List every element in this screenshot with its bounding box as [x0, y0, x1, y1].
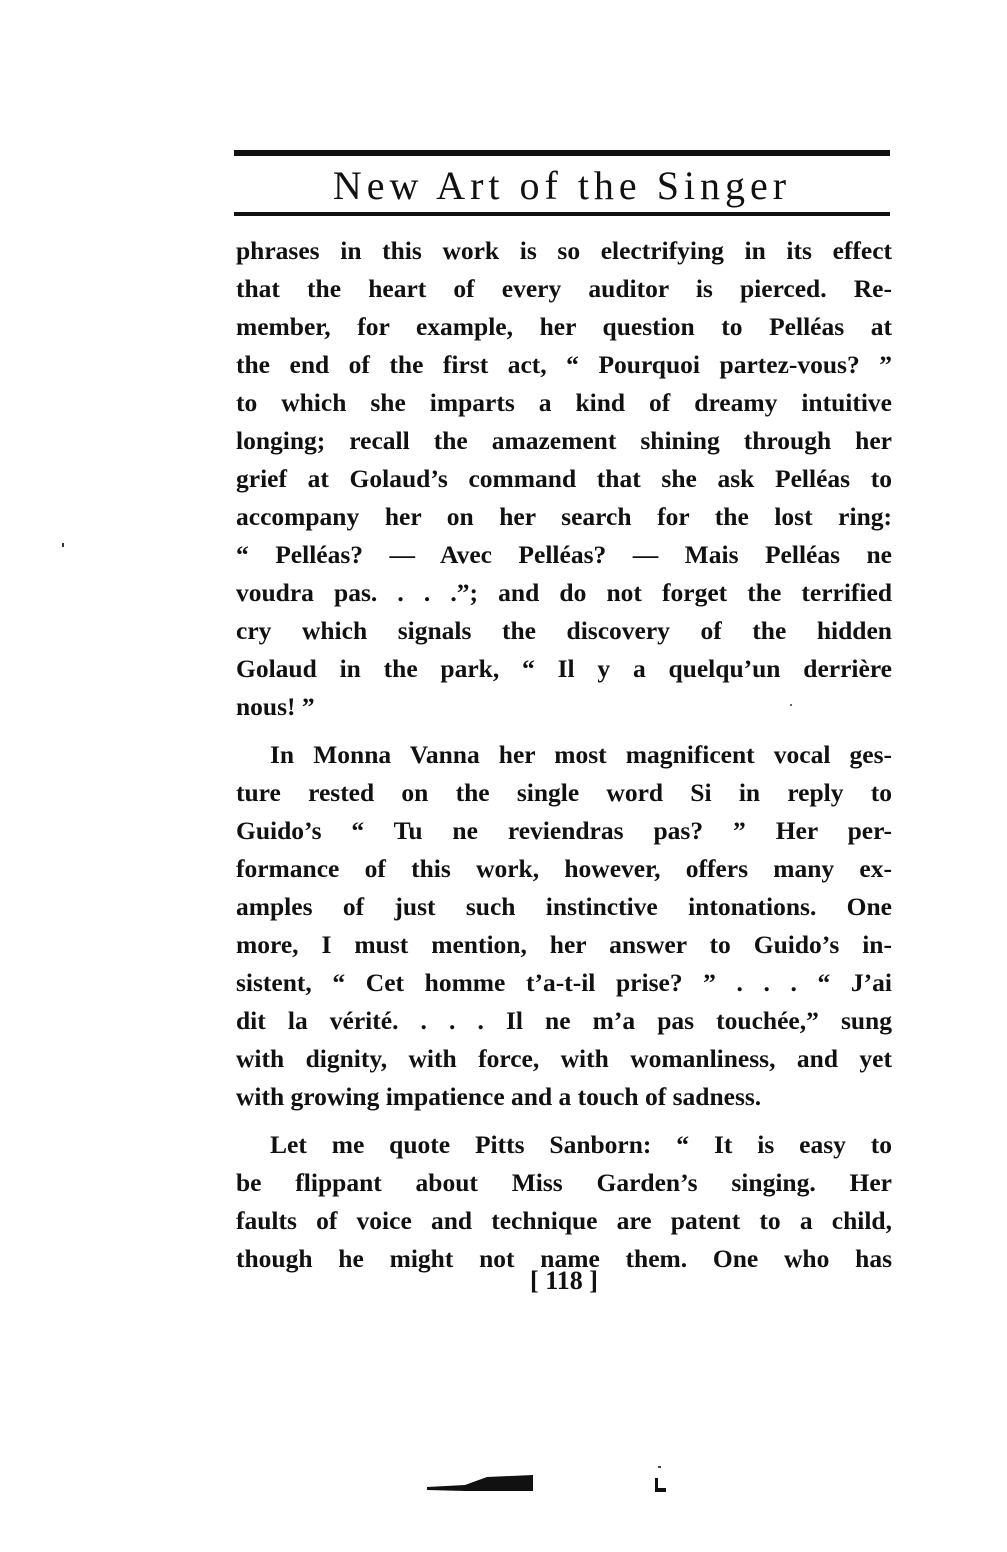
header-rule-top: [234, 150, 890, 156]
text-line: phrases in this work is so electrifying in its effect: [236, 236, 892, 265]
text-line: amples of just such instinctive intonations. One: [236, 892, 892, 921]
text-line: accompany her on her search for the lost ring:: [236, 502, 892, 531]
text-line: sistent, “ Cet homme t’a-t-il prise? ” . . . “ J’ai: [236, 968, 892, 997]
text-line: member, for example, her question to Pelléas at: [236, 312, 892, 341]
text-line: be flippant about Miss Garden’s singing. Her: [236, 1168, 892, 1197]
text-line: with growing impatience and a touch of sadness.: [236, 1082, 762, 1111]
running-head: New Art of the Singer: [332, 163, 792, 208]
paragraph-gap: [236, 1116, 892, 1126]
text-line: Guido’s “ Tu ne reviendras pas? ” Her per-: [236, 816, 892, 845]
text-line: longing; recall the amazement shining through her: [236, 426, 892, 455]
scan-smudge: [425, 1473, 535, 1493]
text-line: formance of this work, however, offers many ex-: [236, 854, 892, 883]
text-line: to which she imparts a kind of dreamy intuitive: [236, 388, 892, 417]
text-line: grief at Golaud’s command that she ask Pelléas to: [236, 464, 892, 493]
text-line: cry which signals the discovery of the hidden: [236, 616, 892, 645]
text-line: the end of the first act, “ Pourquoi partez-vous? ”: [236, 350, 892, 379]
text-line: that the heart of every auditor is pierced. Re-: [236, 274, 892, 303]
text-line: dit la vérité. . . . Il ne m’a pas touchée,” sung: [236, 1006, 892, 1035]
text-line: “ Pelléas? — Avec Pelléas? — Mais Pelléas ne: [236, 540, 892, 569]
header-rule-bottom: [234, 212, 890, 216]
paragraph-gap: [236, 726, 892, 736]
text-line: with dignity, with force, with womanliness, and yet: [236, 1044, 892, 1073]
scan-speck: [62, 543, 64, 547]
text-line: Golaud in the park, “ Il y a quelqu’un derrière: [236, 654, 892, 683]
text-line: nous! ”: [236, 692, 315, 721]
text-line: voudra pas. . . .”; and do not forget the terrified: [236, 578, 892, 607]
text-line: Let me quote Pitts Sanborn: “ It is easy to: [270, 1130, 892, 1159]
body-text: [236, 232, 892, 1278]
text-line: though he might not name them. One who has: [236, 1244, 892, 1273]
text-line: ture rested on the single word Si in reply to: [236, 778, 892, 807]
scan-mark: [652, 1466, 668, 1494]
text-line: In Monna Vanna her most magnificent vocal ges-: [270, 740, 892, 769]
text-line: more, I must mention, her answer to Guido’s in-: [236, 930, 892, 959]
page-number: [ 118 ]: [530, 1266, 598, 1295]
scan-speck: [790, 704, 792, 706]
text-line: faults of voice and technique are patent to a child,: [236, 1206, 892, 1235]
